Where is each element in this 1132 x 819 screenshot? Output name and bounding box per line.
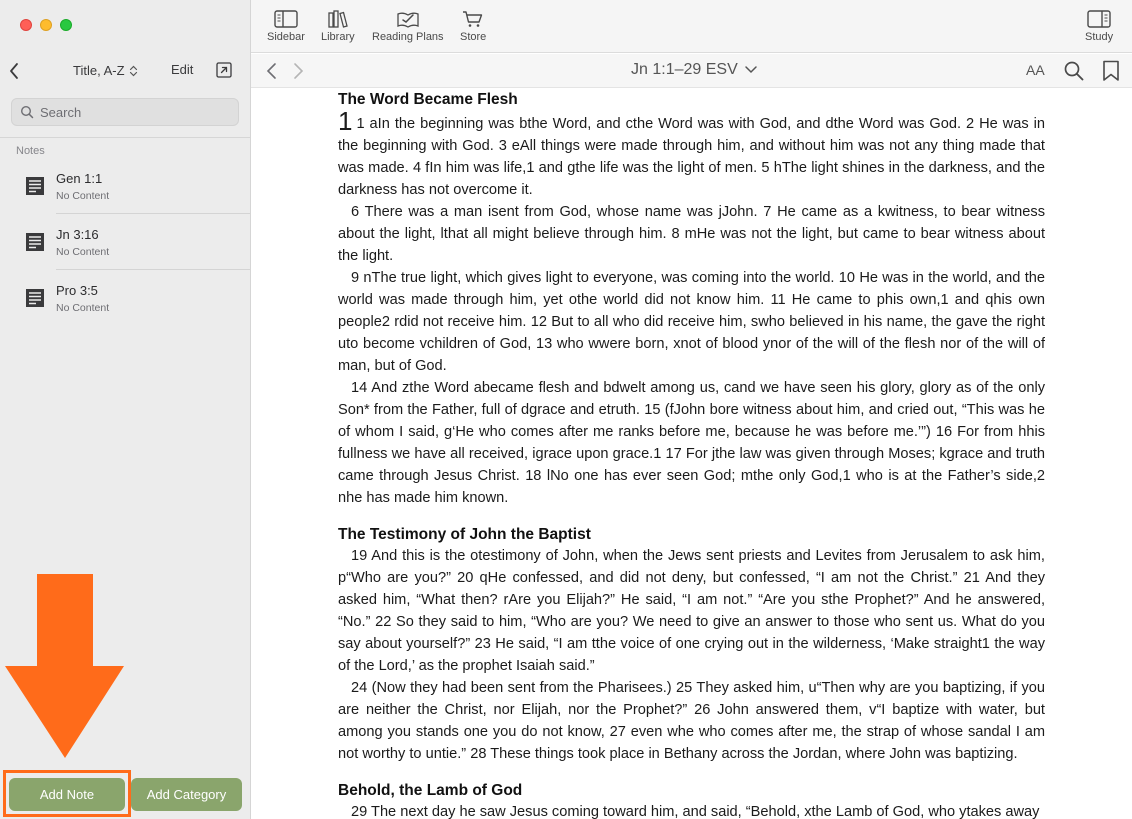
- highlight-annotation: [3, 770, 131, 817]
- text-size-button[interactable]: [1026, 62, 1045, 78]
- bible-passage: [338, 88, 1045, 819]
- paragraph-text: 1 aIn the beginning was bthe Word, and cthe Word was with God, and dthe Word was God. 2 He was in the beginning with God. 3 eAll things were made through him, and without him was not any thing made that was made. 4 fIn him was life,1 and gthe life was the light of men. 5 hThe light shines in the darkness, and the darkness has not overcome it.: [338, 116, 1045, 198]
- divider: [0, 137, 250, 138]
- add-note-button[interactable]: Add Note: [9, 778, 125, 811]
- note-subtitle: No Content: [56, 190, 110, 202]
- library-icon: [327, 10, 349, 28]
- sort-dropdown[interactable]: [73, 63, 138, 78]
- toolbar: [251, 0, 1132, 53]
- section-heading: The Testimony of John the Baptist: [338, 526, 591, 543]
- sidebar-label: Sidebar: [267, 31, 305, 43]
- export-icon[interactable]: [215, 61, 233, 79]
- notes-section-label: Notes: [16, 145, 45, 157]
- minimize-window-button[interactable]: [40, 19, 52, 31]
- sidebar-toggle-button[interactable]: [267, 10, 305, 43]
- passage-reference-dropdown[interactable]: [631, 61, 758, 79]
- search-icon: [20, 105, 34, 119]
- note-title: Jn 3:16: [56, 227, 99, 242]
- chapter-number: 1: [338, 106, 353, 136]
- paragraph: 29 The next day he saw Jesus coming toward him, and said, “Behold, xthe Lamb of God, who ytakes away: [351, 804, 1040, 819]
- search-field[interactable]: [11, 98, 239, 126]
- study-label: Study: [1085, 31, 1114, 43]
- cart-icon: [462, 10, 484, 28]
- library-label: Library: [321, 31, 355, 43]
- list-item[interactable]: [0, 214, 250, 270]
- add-category-button[interactable]: Add Category: [131, 778, 242, 811]
- reading-plans-button[interactable]: [372, 10, 444, 43]
- paragraph: [338, 106, 1045, 201]
- library-button[interactable]: [321, 10, 355, 43]
- down-arrow-annotation-icon: [5, 574, 124, 758]
- paragraph: 6 There was a man isent from God, whose name was jJohn. 7 He came as a kwitness, to bear witness about the light, lthat all might believe through him. 8 mHe was not the light, but came to bear witness about the light.: [338, 204, 1045, 264]
- note-icon: [25, 176, 45, 196]
- list-item[interactable]: [0, 158, 250, 214]
- sidebar: [0, 0, 251, 819]
- window-controls: [20, 19, 72, 31]
- chevron-down-icon: [744, 65, 758, 75]
- back-chevron-icon[interactable]: [6, 58, 24, 84]
- study-button[interactable]: [1085, 10, 1113, 43]
- close-window-button[interactable]: [20, 19, 32, 31]
- search-icon[interactable]: [1063, 60, 1085, 87]
- text-size-label: AA: [1026, 62, 1045, 78]
- note-icon: [25, 232, 45, 252]
- paragraph: 19 And this is the otestimony of John, when the Jews sent priests and Levites from Jerusalem to ask him, p“Who are you?” 20 qHe confessed, and did not deny, but confessed, “I am not the Christ.” 21 And they asked him, “What then? rAre you Elijah?” He said, “I am not.” “Are you sthe Prophet?” And he answered, “No.” 22 So they said to him, “Who are you? We need to give an answer to those who sent us. What do you say about yourself?” 23 He said, “I am tthe voice of one crying out in the wilderness, ‘Make straight1 the way of the Lord,’ as the prophet Isaiah said.”: [338, 548, 1045, 674]
- section-heading: The Word Became Flesh: [338, 91, 518, 108]
- main-pane: [251, 0, 1132, 819]
- sidebar-icon: [274, 10, 298, 28]
- sidebar-header: [0, 58, 251, 84]
- navigation-bar: [251, 54, 1132, 88]
- paragraph: 9 nThe true light, which gives light to everyone, was coming into the world. 10 He was in the world, and the world was made through him, yet othe world did not know him. 11 He came to phis own,1 and qhis own people2 rdid not receive him. 12 But to all who did receive him, swho believed in his name, the gave the right uto become vchildren of God, 13 who wwere born, xnot of blood ynor of the will of the flesh nor of the will of man, but of God.: [338, 270, 1045, 374]
- paragraph: 14 And zthe Word abecame flesh and bdwelt among us, cand we have seen his glory, glory as of the only Son* from the Father, full of dgrace and etruth. 15 (fJohn bore witness about him, and cried out, “This was he of whom I said, g‘He who comes after me ranks before me, because he was before me.’”) 16 For from hhis fullness we have all received, igrace upon grace.1 17 For jthe law was given through Moses; kgrace and truth came through Jesus Christ. 18 lNo one has ever seen God; mthe only God,1 who is at the Father’s side,2 nhe has made him known.: [338, 380, 1045, 506]
- zoom-window-button[interactable]: [60, 19, 72, 31]
- search-input[interactable]: [40, 105, 220, 120]
- edit-button[interactable]: Edit: [171, 62, 194, 77]
- back-chevron-icon[interactable]: [265, 62, 279, 85]
- note-icon: [25, 288, 45, 308]
- reading-plans-label: Reading Plans: [372, 31, 444, 43]
- study-panel-icon: [1087, 10, 1111, 28]
- store-button[interactable]: [460, 10, 486, 43]
- note-title: Pro 3:5: [56, 283, 98, 298]
- note-title: Gen 1:1: [56, 171, 103, 186]
- sort-label: Title, A-Z: [73, 63, 125, 78]
- section-heading: Behold, the Lamb of God: [338, 782, 523, 799]
- note-subtitle: No Content: [56, 246, 110, 258]
- note-list: [0, 158, 250, 326]
- bookmark-icon[interactable]: [1101, 60, 1121, 87]
- list-item[interactable]: [0, 270, 250, 326]
- updown-chevron-icon: [129, 65, 138, 77]
- note-subtitle: No Content: [56, 302, 110, 314]
- store-label: Store: [460, 31, 487, 43]
- passage-reference: Jn 1:1–29 ESV: [631, 61, 738, 78]
- forward-chevron-icon[interactable]: [291, 62, 305, 85]
- paragraph: 24 (Now they had been sent from the Pharisees.) 25 They asked him, u“Then why are you baptizing, if you are neither the Christ, nor Elijah, nor the Prophet?” 26 John answered them, v“I baptize with water, but among you stands one you do not know, 27 even whe who comes after me, the strap of whose sandal I am not worthy to untie.” 28 These things took place in Bethany across the Jordan, where John was baptizing.: [338, 680, 1045, 762]
- reading-plans-icon: [396, 10, 420, 28]
